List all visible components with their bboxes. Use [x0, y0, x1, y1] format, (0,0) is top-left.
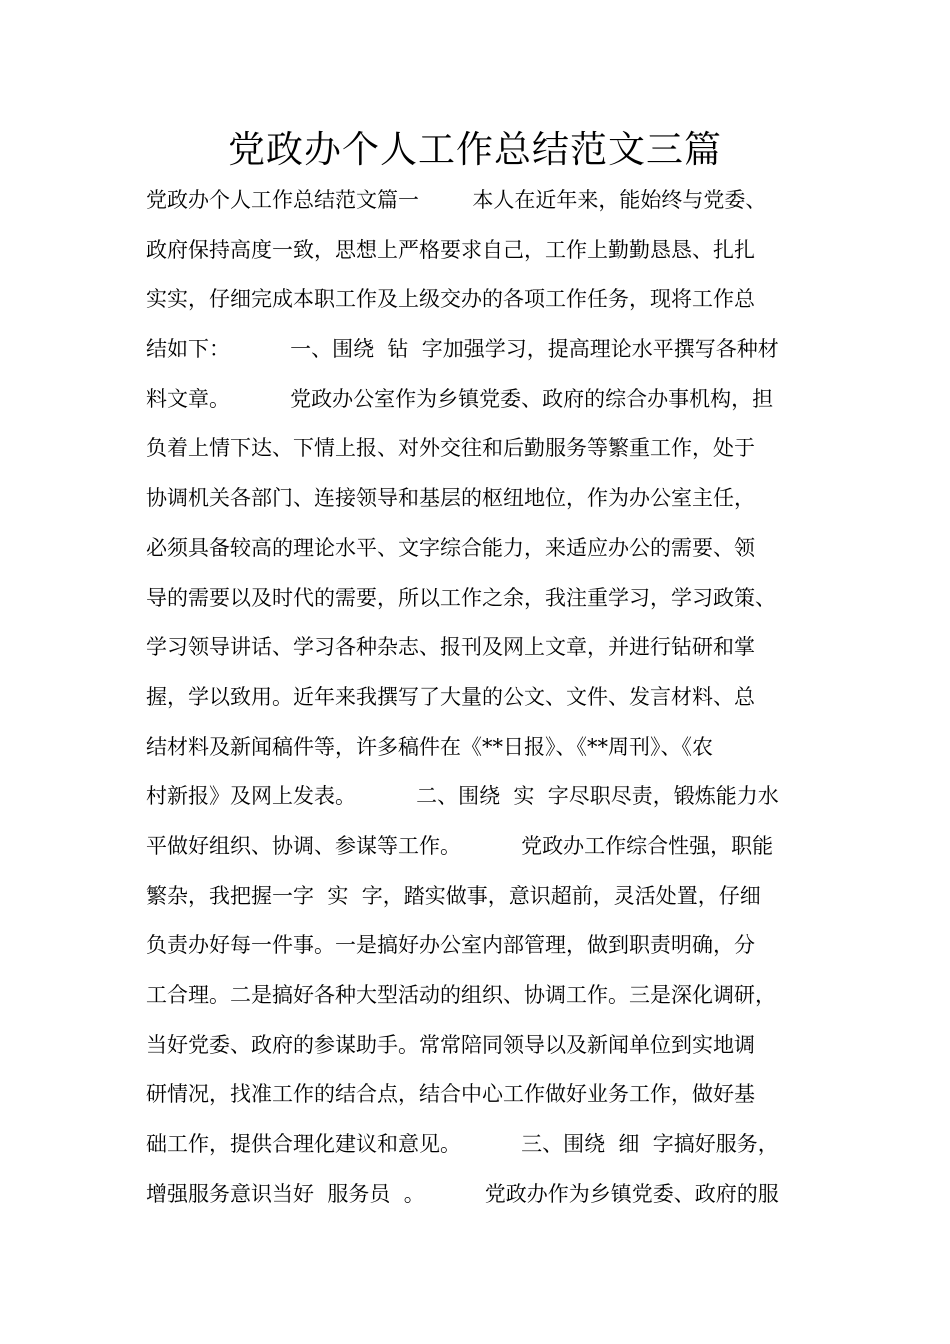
body-line-17: 工合理。二是搞好各种大型活动的组织、协调工作。三是深化调研，: [146, 983, 776, 1007]
body-line-4: 结如下： 一、围绕 钻 字加强学习，提高理论水平撰写各种材: [146, 337, 779, 362]
body-line-7: 协调机关各部门、连接领导和基层的枢纽地位，作为办公室主任，: [146, 486, 755, 511]
body-line-1: 党政办个人工作总结范文篇一 本人在近年来，能始终与党委、: [146, 188, 767, 212]
body-line-16: 负责办好每一件事。一是搞好办公室内部管理，做到职责明确，分: [146, 933, 755, 958]
body-line-14: 平做好组织、协调、参谋等工作。 党政办工作综合性强，职能: [146, 833, 774, 858]
body-line-20: 础工作，提供合理化建议和意见。 三、围绕 细 字搞好服务，: [146, 1132, 779, 1157]
body-line-11: 握，学以致用。近年来我撰写了大量的公文、文件、发言材料、总: [146, 684, 755, 709]
body-line-6: 负着上情下达、下情上报、对外交往和后勤服务等繁重工作，处于: [146, 436, 755, 461]
body-line-3: 实实，仔细完成本职工作及上级交办的各项工作任务，现将工作总: [146, 287, 755, 312]
body-line-9: 导的需要以及时代的需要，所以工作之余，我注重学习，学习政策、: [146, 585, 776, 610]
body-line-8: 必须具备较高的理论水平、文字综合能力，来适应办公的需要、领: [146, 535, 755, 560]
body-line-21: 增强服务意识当好 服务员 。 党政办作为乡镇党委、政府的服: [146, 1181, 779, 1206]
body-line-15: 繁杂，我把握一字 实 字，踏实做事，意识超前，灵活处置，仔细: [146, 883, 761, 908]
document-title: 党政办个人工作总结范文三篇: [228, 128, 722, 171]
body-line-12: 结材料及新闻稿件等，许多稿件在《**日报》、《**周刊》、《农: [146, 734, 713, 759]
document-body: [146, 180, 836, 1223]
body-line-19: 研情况，找准工作的结合点，结合中心工作做好业务工作，做好基: [146, 1082, 755, 1107]
body-line-2: 政府保持高度一致，思想上严格要求自己，工作上勤勤恳恳、扎扎: [146, 237, 755, 262]
body-line-18: 当好党委、政府的参谋助手。常常陪同领导以及新闻单位到实地调: [146, 1032, 755, 1057]
body-line-10: 学习领导讲话、学习各种杂志、报刊及网上文章，并进行钻研和掌: [146, 635, 755, 660]
body-line-5: 料文章。 党政办公室作为乡镇党委、政府的综合办事机构，担: [146, 386, 774, 411]
body-line-13: 村新报》及网上发表。 二、围绕 实 字尽职尽责，锻炼能力水: [146, 784, 779, 809]
